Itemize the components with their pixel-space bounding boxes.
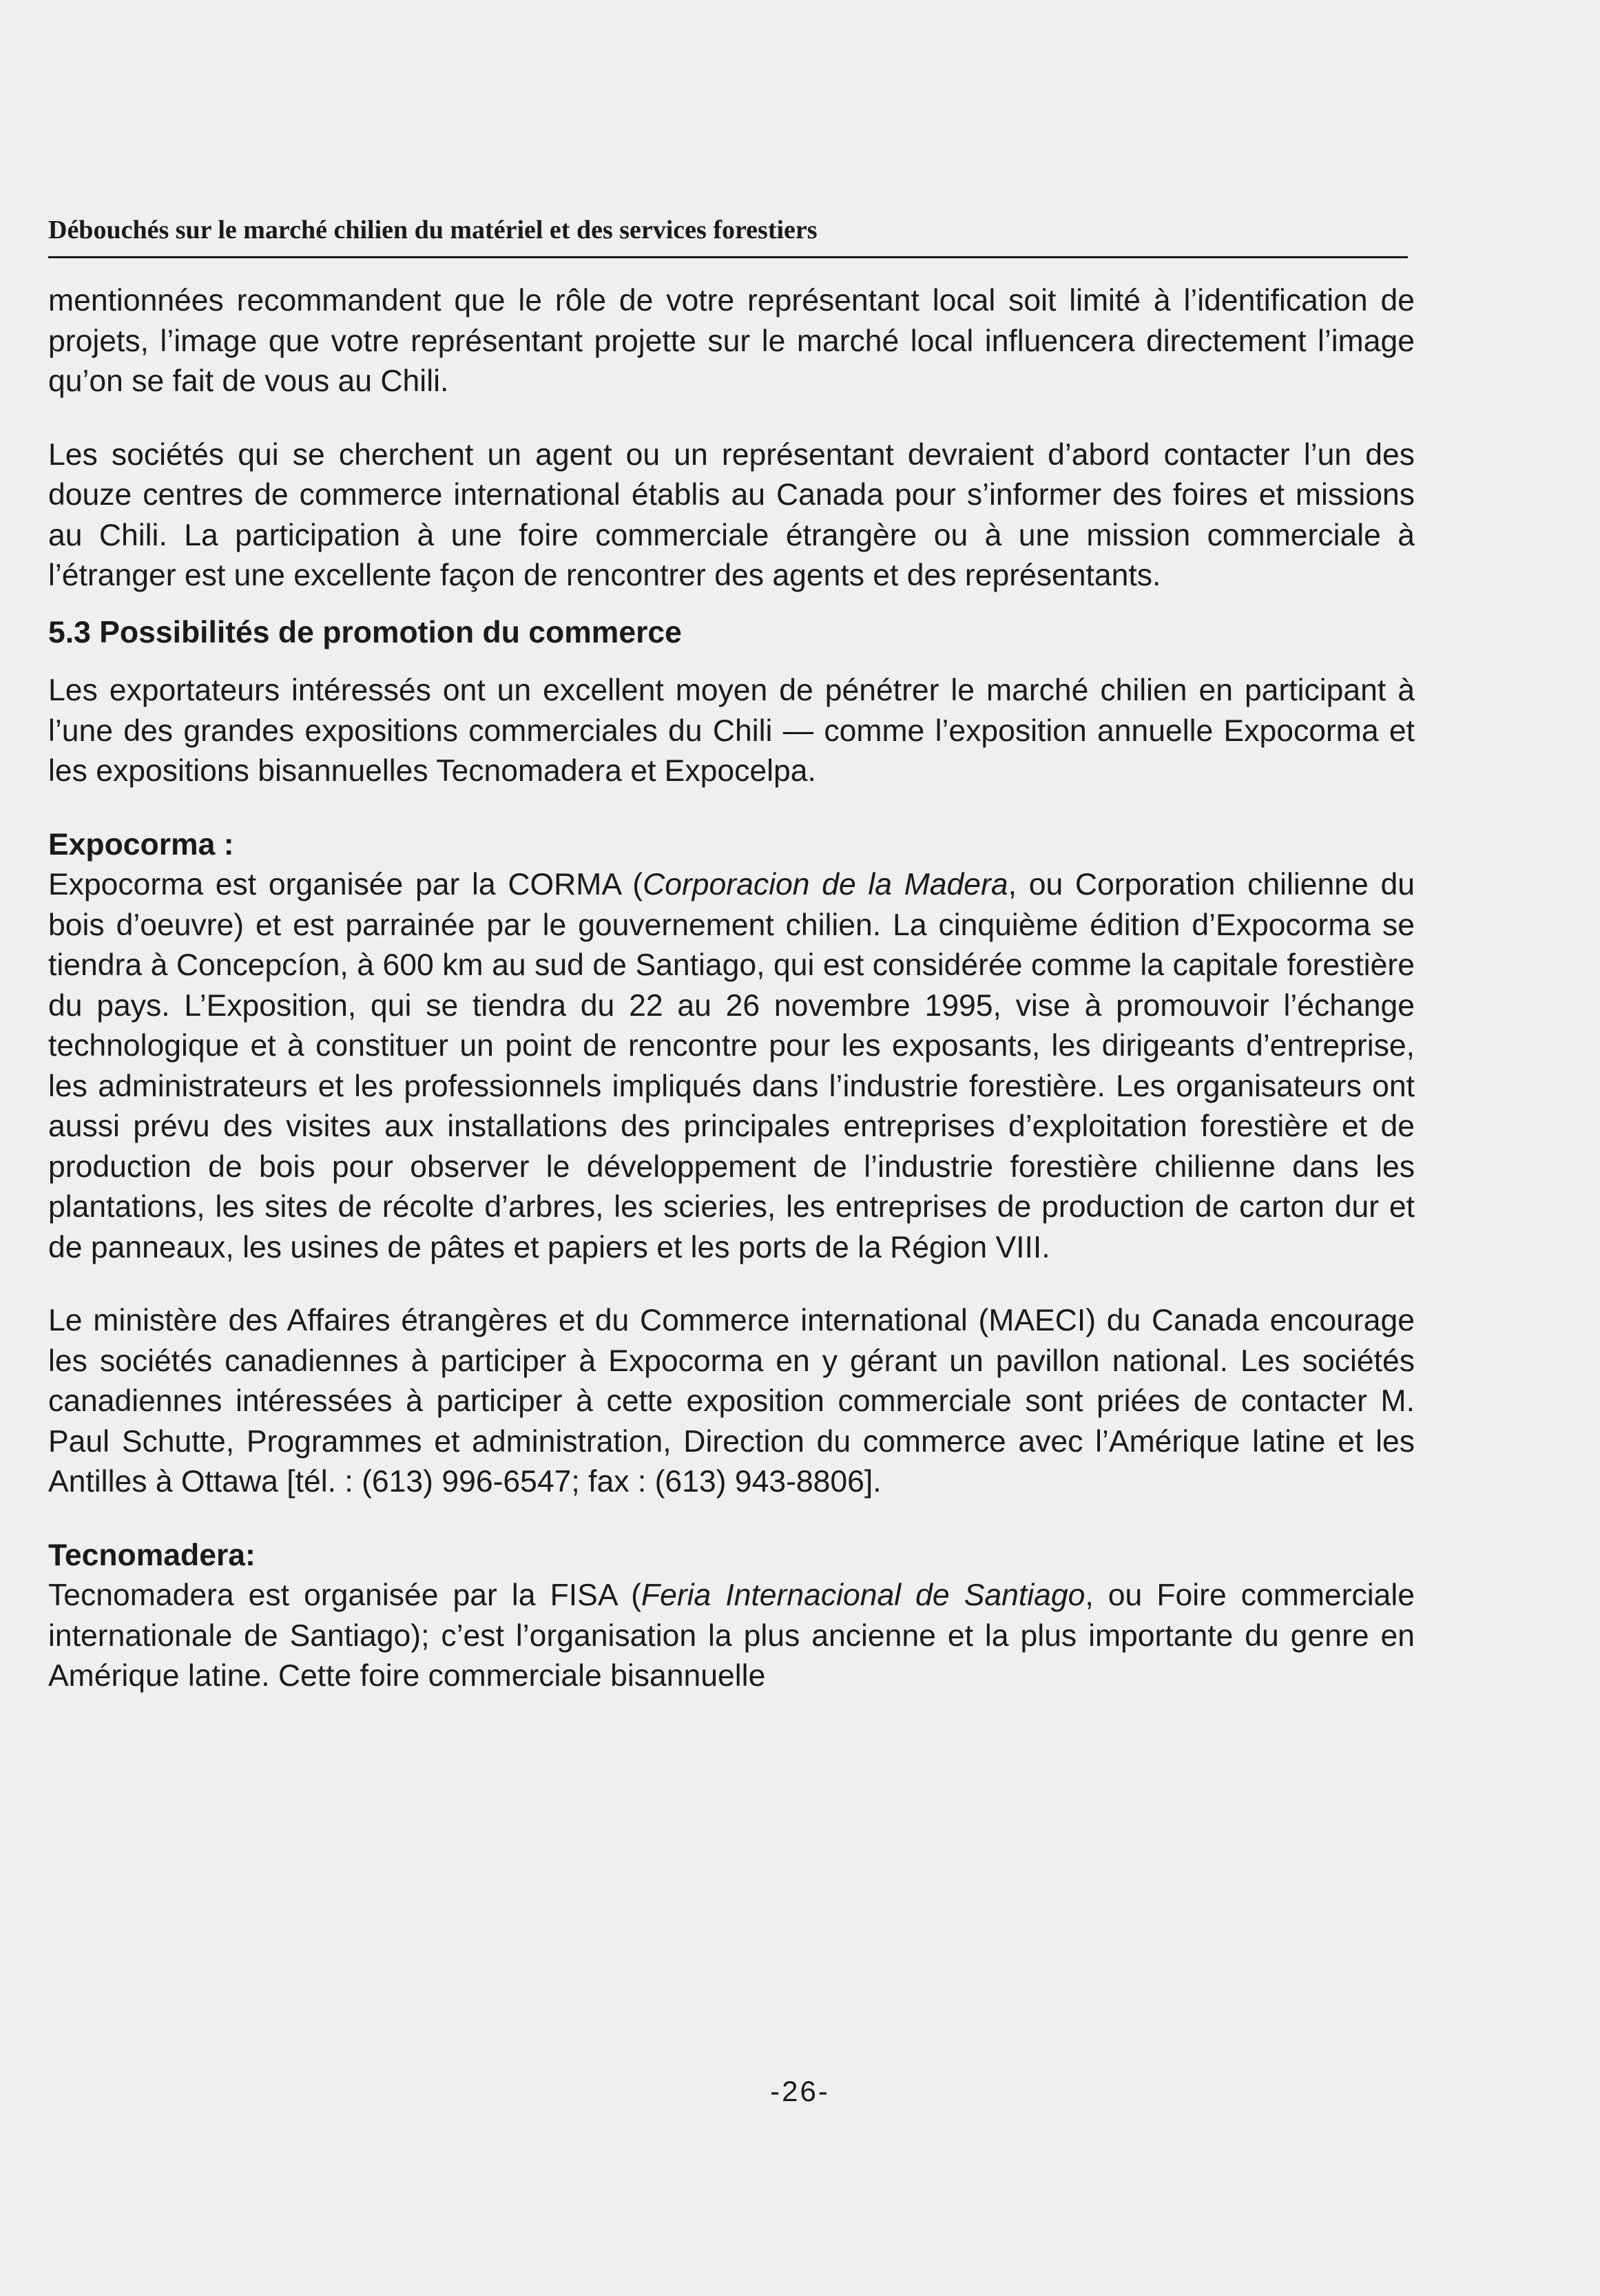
- expocorma-text-rest: , ou Corporation chilienne du bois d’oeuvre) et est parrainée par le gouvernement chilien. La cinquième édition d’Expocorma se tiendra à Concepcíon, à 600 km au sud de Santiago, qui est considérée comme la capitale forestière du pays. L’Exposition, qui se tiendra du 22 au 26 novembre 1995, vise à promouvoir l’échange technologique et à constituer un point de rencontre pour les exposants, les dirigeants d’entreprise, les administrateurs et les professionnels impliqués dans l’industrie forestière. Les organisateurs ont aussi prévu des visites aux installations des principales entreprises d’exploitation forestière et de production de bois pour observer le développement de l’industrie forestière chilienne dans les plantations, les sites de récolte d’arbres, les scieries, les entreprises de production de carton dur et de panneaux, les usines de pâtes et papiers et les ports de la Région VIII.: [48, 868, 1415, 1264]
- paragraph-representative: mentionnées recommandent que le rôle de votre représentant local soit limité à l’identification de projets, l’image que votre représentant projette sur le marché local influencera directement l’image qu’on se fait de vous au Chili.: [48, 284, 1415, 398]
- page-body: [48, 281, 1415, 1697]
- section-heading: 5.3 Possibilités de promotion du commerce: [48, 615, 682, 649]
- tecnomadera-text-start: Tecnomadera est organisée par la FISA (: [48, 1578, 641, 1612]
- running-header: Débouchés sur le marché chilien du matériel et des services forestiers: [48, 216, 818, 244]
- paragraph-maeci: Le ministère des Affaires étrangères et du Commerce international (MAECI) du Canada encourage les sociétés canadiennes à participer à Expocorma en y gérant un pavillon national. Les sociétés canadiennes intéressées à participer à cette exposition commerciale sont priées de contacter M. Paul Schutte, Programmes et administration, Direction du commerce avec l’Amérique latine et les Antilles à Ottawa [tél. : (613) 996-6547; fax : (613) 943-8806].: [48, 1304, 1415, 1499]
- expocorma-text-start: Expocorma est organisée par la CORMA (: [48, 868, 643, 901]
- expocorma-org-name: Corporacion de la Madera: [643, 868, 1008, 901]
- paragraph-expocorma: [48, 865, 1415, 1268]
- paragraph-exhibitions: Les exportateurs intéressés ont un excellent moyen de pénétrer le marché chilien en participant à l’une des grandes expositions commerciales du Chili — comme l’exposition annuelle Expocorma et les expositions bisannuelles Tecnomadera et Expocelpa.: [48, 674, 1415, 788]
- subheading-tecnomadera: Tecnomadera:: [48, 1538, 256, 1572]
- header-rule: [48, 256, 1408, 258]
- paragraph-tecnomadera: [48, 1576, 1415, 1697]
- tecnomadera-org-name: Feria Internacional de Santiago: [641, 1578, 1085, 1612]
- subheading-expocorma: Expocorma :: [48, 827, 234, 862]
- page-number: -26-: [770, 2075, 830, 2107]
- paragraph-agents: Les sociétés qui se cherchent un agent ou un représentant devraient d’abord contacter l’un des douze centres de commerce international établis au Canada pour s’informer des foires et missions au Chili. La participation à une foire commerciale étrangère ou à une mission commerciale à l’étranger est une excellente façon de rencontrer des agents et des représentants.: [48, 437, 1415, 592]
- tecnomadera-text-rest: , ou Foire commerciale internationale de Santiago); c’est l’organisation la plus ancienne et la plus importante du genre en Amérique latine. Cette foire commerciale bisannuelle: [48, 1578, 1415, 1693]
